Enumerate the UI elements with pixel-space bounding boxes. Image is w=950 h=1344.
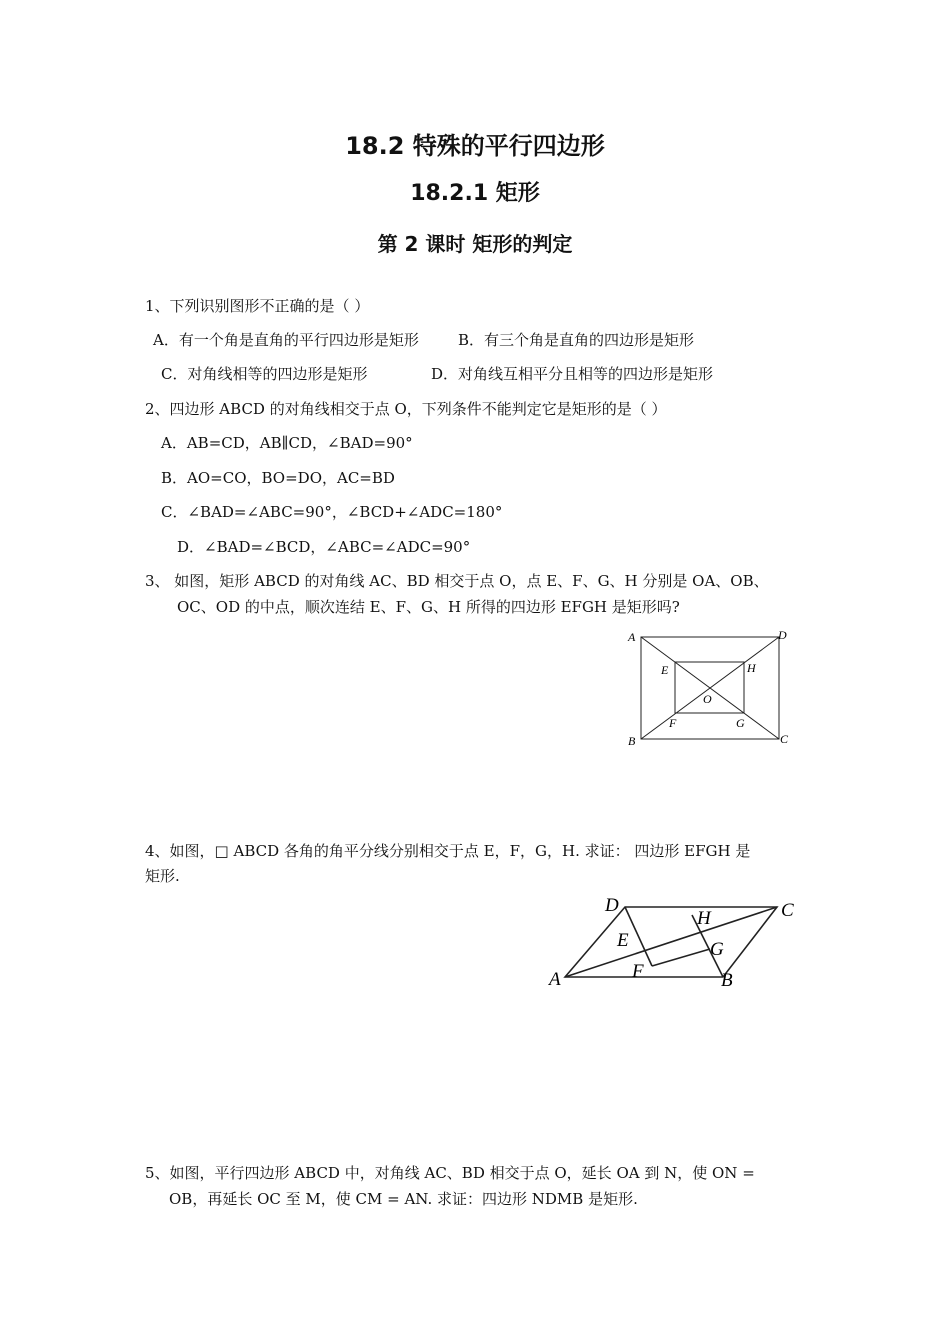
q3-label-o: O [703,692,712,706]
q4-label-f: F [632,961,644,982]
q3-label-b: B [628,734,636,748]
q3-label-a: A [628,630,636,644]
q3-label-f: F [669,716,677,730]
q4-label-a: A [549,969,561,990]
q3-figure-rectangle [622,626,792,748]
q3-label-h: H [747,661,756,675]
q4-label-e: E [617,930,629,951]
q4-label-b: B [721,970,733,991]
lesson-title: 第 2 课时 矩形的判定 [377,232,573,256]
q4-text-line1: 4、如图，□ ABCD 各角的角平分线分别相交于点 E，F，G，H. 求证： 四边形 EFGH 是 [145,842,751,860]
q3-label-e: E [661,663,669,677]
q1-option-b: B．有三个角是直角的四边形是矩形 [458,331,695,349]
q4-figure-parallelogram [545,892,805,992]
q4-label-g: G [710,939,724,960]
q4-label-d: D [605,895,619,916]
q3-label-d: D [778,628,787,642]
q2-option-c: C．∠BAD=∠ABC=90°，∠BCD+∠ADC=180° [161,503,503,521]
q4-label-h: H [697,908,711,929]
q2-option-d: D．∠BAD=∠BCD，∠ABC=∠ADC=90° [177,538,471,556]
q4-label-c: C [781,900,794,921]
section-title: 18.2.1 矩形 [410,181,540,206]
q1-option-d: D．对角线互相平分且相等的四边形是矩形 [431,365,714,383]
main-title: 18.2 特殊的平行四边形 [345,132,605,160]
q2-option-b: B．AO=CO，BO=DO，AC=BD [161,469,395,487]
q4-text-line2: 矩形. [145,867,180,885]
q2-option-a: A．AB=CD，AB∥CD，∠BAD=90° [161,434,413,452]
q3-text-line2: OC、OD 的中点，顺次连结 E、F、G、H 所得的四边形 EFGH 是矩形吗? [177,598,680,616]
q3-label-c: C [780,732,789,746]
q3-text-line1: 3、 如图，矩形 ABCD 的对角线 AC、BD 相交于点 O，点 E、F、G、H 分别是 OA、OB、 [145,572,769,590]
q1-option-a: A．有一个角是直角的平行四边形是矩形 [153,331,419,349]
q1-stem: 1、下列识别图形不正确的是（ ） [145,297,370,315]
q5-text-line2: OB，再延长 OC 至 M，使 CM = AN. 求证：四边形 NDMB 是矩形. [169,1190,638,1208]
q2-stem: 2、四边形 ABCD 的对角线相交于点 O，下列条件不能判定它是矩形的是（ ） [145,400,667,418]
q5-text-line1: 5、如图，平行四边形 ABCD 中，对角线 AC、BD 相交于点 O，延长 OA 到 N，使 ON = [145,1164,755,1182]
q1-option-c: C．对角线相等的四边形是矩形 [161,365,368,383]
q3-label-g: G [736,716,745,730]
